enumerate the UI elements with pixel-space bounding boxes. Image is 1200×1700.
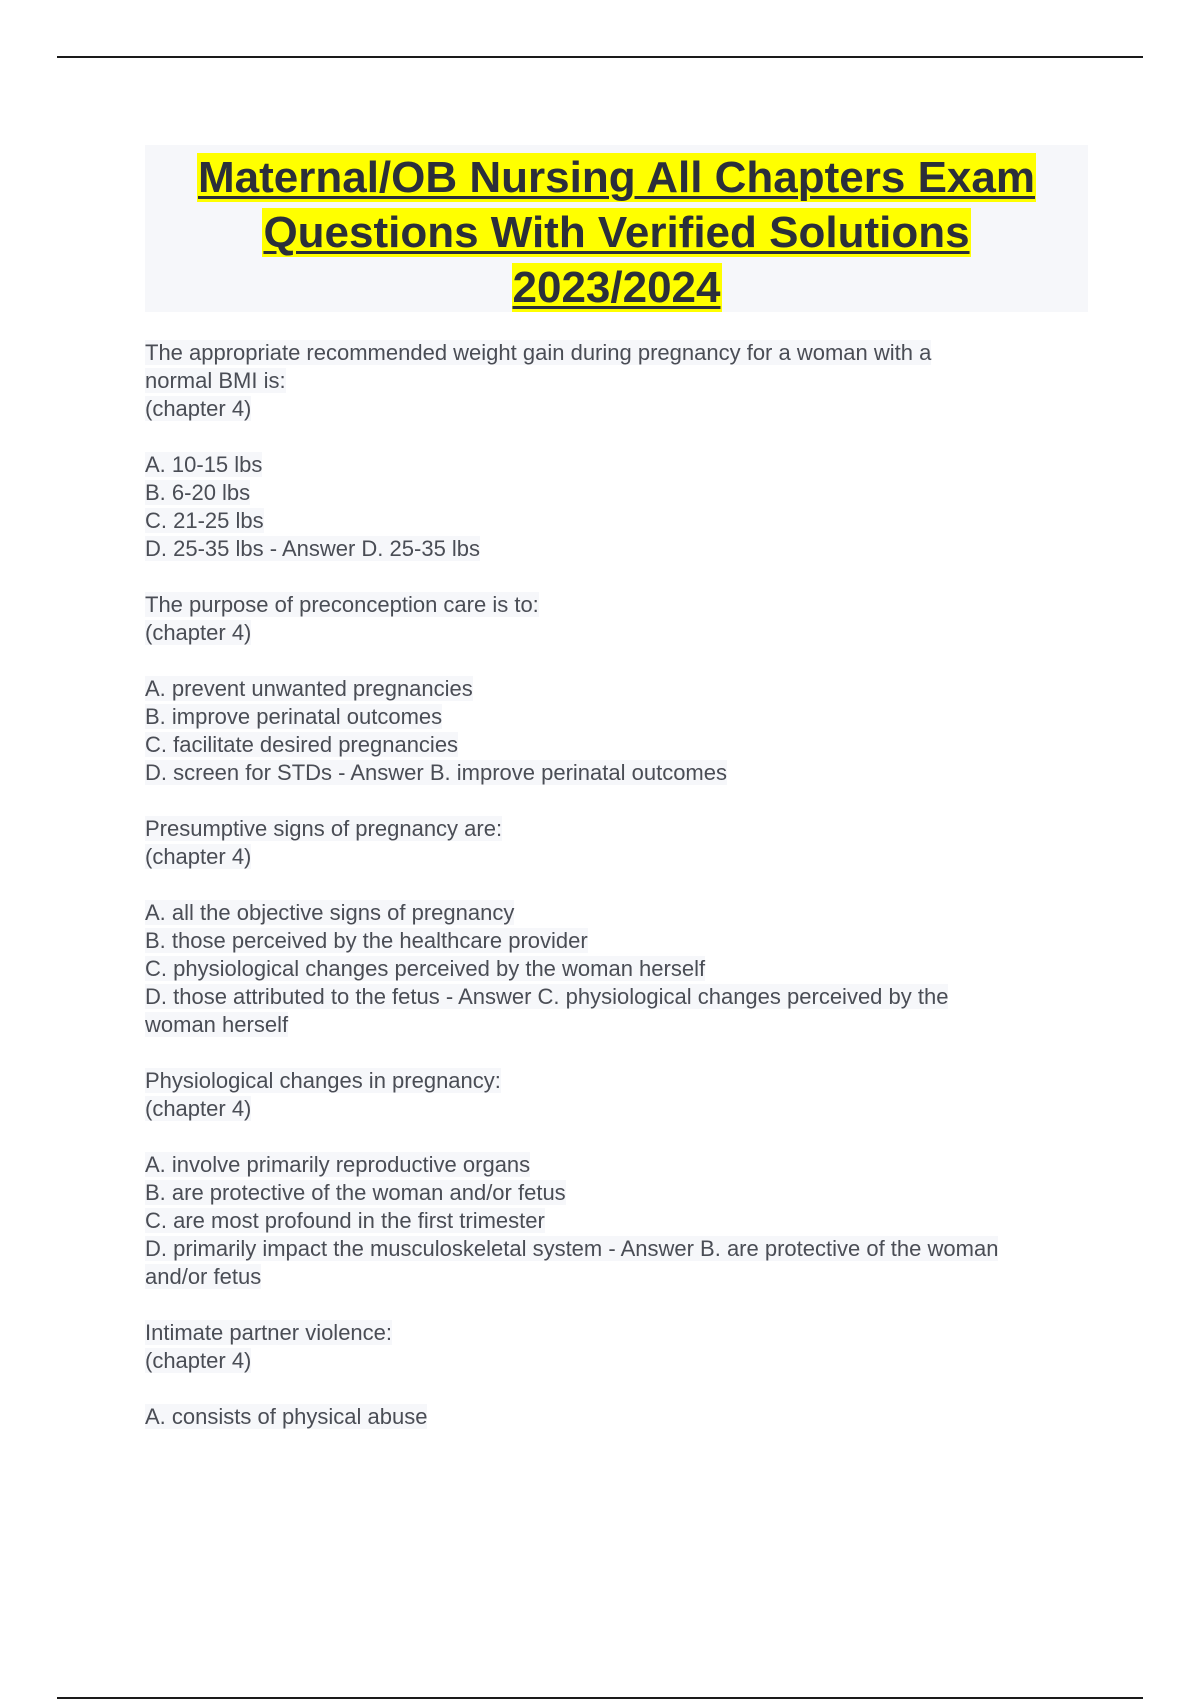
question-stem: Physiological changes in pregnancy: [145, 1068, 501, 1093]
answer-option: B. are protective of the woman and/or fetus [145, 1180, 566, 1205]
chapter-label: (chapter 4) [145, 844, 252, 869]
question-stem: Presumptive signs of pregnancy are: [145, 816, 503, 841]
answer-option: D. primarily impact the musculoskeletal system - Answer B. are protective of the woman [145, 1236, 999, 1261]
bottom-rule [57, 1697, 1143, 1699]
document-title [145, 145, 1088, 312]
answer-option: C. are most profound in the first trimester [145, 1208, 545, 1233]
answer-option: D. 25-35 lbs - Answer D. 25-35 lbs [145, 536, 481, 561]
chapter-label: (chapter 4) [145, 396, 252, 421]
question-stem: Intimate partner violence: [145, 1320, 393, 1345]
title-line: 2023/2024 [512, 263, 721, 312]
answer-option: D. those attributed to the fetus - Answer C. physiological changes perceived by the [145, 984, 949, 1009]
answer-option: B. those perceived by the healthcare provider [145, 928, 588, 953]
chapter-label: (chapter 4) [145, 1348, 252, 1373]
answer-option: A. involve primarily reproductive organs [145, 1152, 531, 1177]
answer-option: A. prevent unwanted pregnancies [145, 676, 473, 701]
answer-option: C. physiological changes perceived by the woman herself [145, 956, 706, 981]
question-item [145, 1067, 1105, 1291]
question-stem: The appropriate recommended weight gain during pregnancy for a woman with a [145, 340, 932, 365]
question-stem: normal BMI is: [145, 368, 286, 393]
answer-option: B. improve perinatal outcomes [145, 704, 443, 729]
top-rule [57, 56, 1143, 58]
answer-option: C. 21-25 lbs [145, 508, 264, 533]
question-item [145, 339, 1105, 563]
title-line: Maternal/OB Nursing All Chapters Exam [197, 153, 1035, 202]
question-item [145, 591, 1105, 787]
answer-option: and/or fetus [145, 1264, 262, 1289]
question-list [145, 339, 1105, 1431]
question-stem: The purpose of preconception care is to: [145, 592, 539, 617]
answer-option: D. screen for STDs - Answer B. improve perinatal outcomes [145, 760, 727, 785]
title-line: Questions With Verified Solutions [263, 208, 970, 257]
answer-option: B. 6-20 lbs [145, 480, 251, 505]
question-item [145, 815, 1105, 1039]
question-item [145, 1319, 1105, 1431]
chapter-label: (chapter 4) [145, 620, 252, 645]
answer-option: A. all the objective signs of pregnancy [145, 900, 515, 925]
answer-option: C. facilitate desired pregnancies [145, 732, 459, 757]
answer-option: A. consists of physical abuse [145, 1404, 428, 1429]
chapter-label: (chapter 4) [145, 1096, 252, 1121]
answer-option: A. 10-15 lbs [145, 452, 263, 477]
answer-option: woman herself [145, 1012, 289, 1037]
